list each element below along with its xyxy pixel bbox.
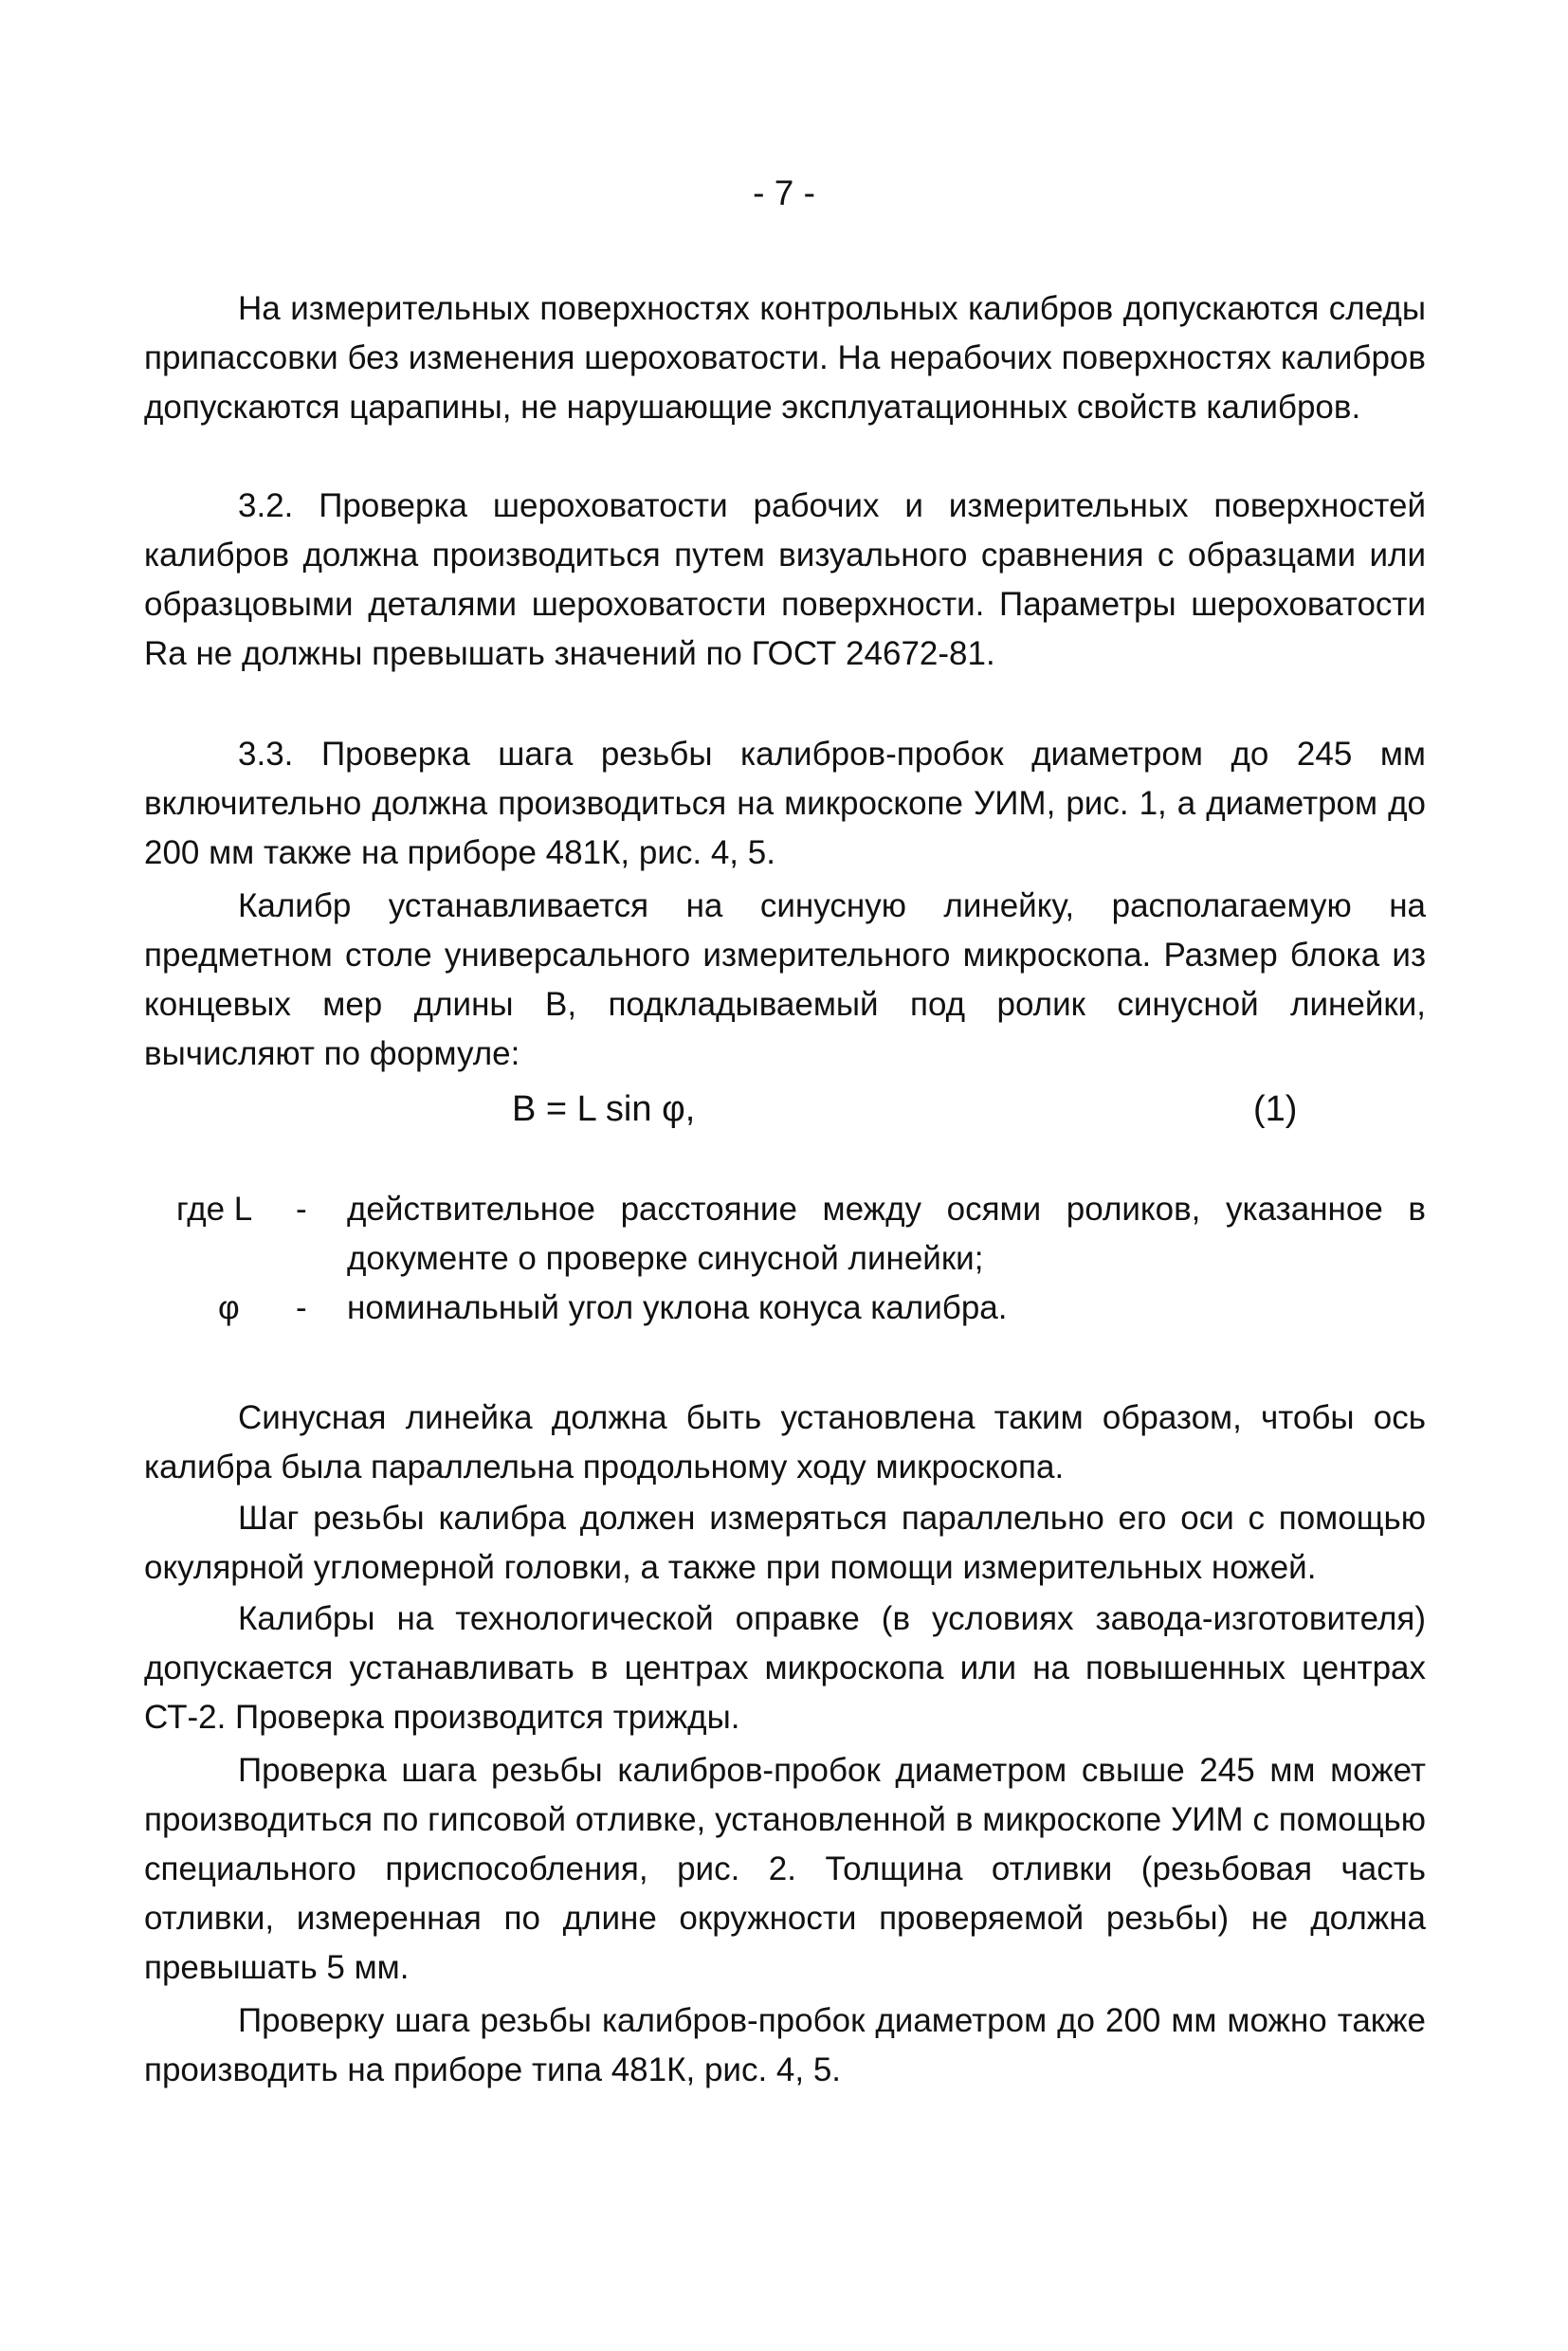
formula-expression: B = L sin φ, [512,1089,696,1129]
paragraph-481k-device: Проверку шага резьбы калибров-пробок диаметром до 200 мм можно также производить на приборе типа 481К, рис. 4, 5. [144,2002,1426,2088]
definition-phi-text: номинальный угол уклона конуса калибра. [347,1289,1008,1326]
formula-number: (1) [1253,1089,1298,1129]
paragraph-technological-mandrel: Калибры на технологической оправке (в условиях завода-изготовителя) допускается устанавливать в центрах микроскопа или на повышенных центрах СТ-2. Проверка производится трижды. [144,1600,1426,1736]
definition-intro-term: где L [176,1191,253,1228]
paragraph-plaster-cast-check: Проверка шага резьбы калибров-пробок диаметром свыше 245 мм может производиться по гипсовой отливке, установленной в микроскопе УИМ с помощью специального приспособления, рис. 2. Толщина отливки (резьбовая часть отливки, измеренная по длине окружности проверяемой резьбы) не должна превышать 5 мм. [144,1752,1426,1986]
page-number: - 7 - [753,173,815,212]
paragraph-roughness-traces: На измерительных поверхностях контрольных калибров допускаются следы припассовки без изменения шероховатости. На нерабочих поверхностях калибров допускаются царапины, не нарушающие эксплуатационных свойств калибров. [144,290,1426,426]
paragraph-pitch-measurement-method: Шаг резьбы калибра должен измеряться параллельно его оси с помощью окулярной угломерной головки, а также при помощи измерительных ножей. [144,1500,1426,1586]
paragraph-sine-bar-setup: Калибр устанавливается на синусную линейку, располагаемую на предметном столе универсального измерительного микроскопа. Размер блока из концевых мер длины B, подкладываемый под ролик синусной линейки, вычисляют по формуле: [144,887,1426,1072]
definition-dash: - [296,1289,307,1326]
definition-L-text: действительное расстояние между осями роликов, указанное в документе о проверке синусной линейки; [347,1191,1426,1277]
paragraph-sine-bar-alignment: Синусная линейка должна быть установлена таким образом, чтобы ось калибра была параллельна продольному ходу микроскопа. [144,1399,1426,1485]
definition-phi-symbol: φ [218,1289,240,1326]
paragraph-3-2-roughness-check: 3.2. Проверка шероховатости рабочих и измерительных поверхностей калибров должна производиться путем визуального сравнения с образцами или образцовыми деталями шероховатости поверхности. Параметры шероховатости Ra не должны превышать значений по ГОСТ 24672-81. [144,487,1426,672]
definition-dash: - [296,1191,307,1228]
paragraph-3-3-thread-pitch-check: 3.3. Проверка шага резьбы калибров-пробок диаметром до 245 мм включительно должна производиться на микроскопе УИМ, рис. 1, а диаметром до 200 мм также на приборе 481К, рис. 4, 5. [144,736,1426,871]
